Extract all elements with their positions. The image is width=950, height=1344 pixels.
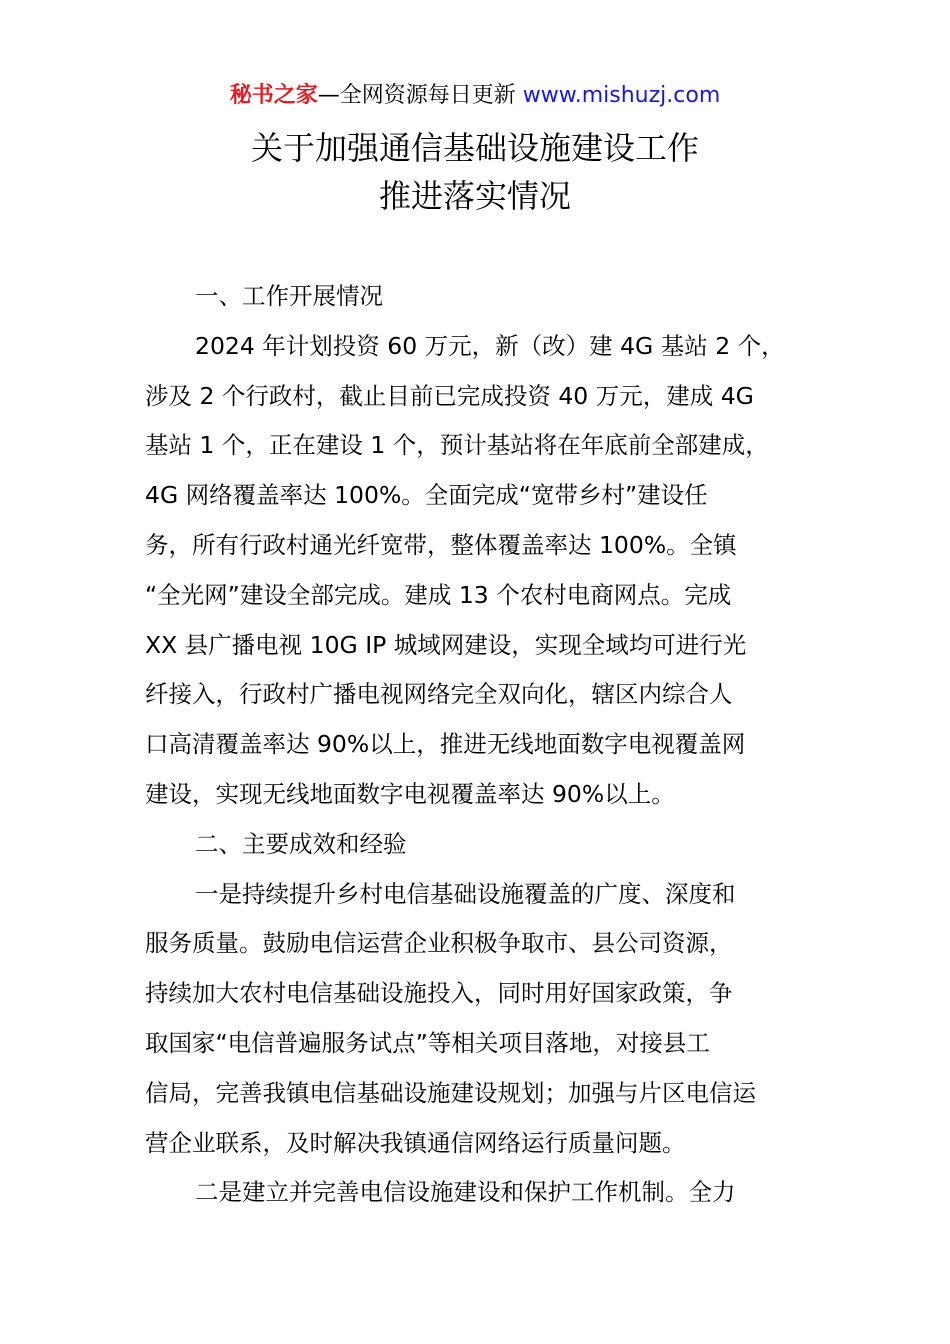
paragraph-line: 持续加大农村电信基础设施投入，同时用好国家政策，争	[145, 979, 733, 1008]
paragraph-line: 口高清覆盖率达 90%以上，推进无线地面数字电视覆盖网	[145, 730, 746, 759]
paragraph-line: 涉及 2 个行政村，截止目前已完成投资 40 万元，建成 4G	[145, 381, 754, 410]
paragraph-line: 纤接入，行政村广播电视网络完全双向化，辖区内综合人	[145, 680, 733, 709]
paragraph-line: 二是建立并完善电信设施建设和保护工作机制。全力	[195, 1178, 736, 1207]
section-heading: 二、主要成效和经验	[195, 829, 407, 858]
paragraph-line: 取国家“电信普遍服务试点”等相关项目落地，对接县工	[145, 1028, 710, 1057]
banner-tagline: —全网资源每日更新	[317, 83, 516, 108]
brand-name: 秘书之家	[229, 83, 318, 108]
document-body	[145, 272, 825, 1218]
document-title-line-1: 关于加强通信基础设施建设工作	[250, 129, 699, 167]
paragraph-line: 信局，完善我镇电信基础设施建设规划；加强与片区电信运	[145, 1078, 756, 1107]
paragraph-line: XX 县广播电视 10G IP 城域网建设，实现全域均可进行光	[145, 630, 747, 659]
paragraph-line: 服务质量。鼓励电信运营企业积极争取市、县公司资源，	[145, 929, 733, 958]
paragraph-line: 一是持续提升乡村电信基础设施覆盖的广度、深度和	[195, 879, 736, 908]
site-banner	[0, 80, 950, 112]
paragraph-line: 2024 年计划投资 60 万元，新（改）建 4G 基站 2 个，	[195, 331, 785, 360]
document-title-line-2: 推进落实情况	[378, 177, 571, 215]
paragraph-line: 务，所有行政村通光纤宽带，整体覆盖率达 100%。全镇	[145, 530, 737, 559]
paragraph-line: 4G 网络覆盖率达 100%。全面完成“宽带乡村”建设任	[145, 481, 708, 510]
paragraph-line: 建设，实现无线地面数字电视覆盖率达 90%以上。	[145, 779, 675, 808]
site-url-link[interactable]: www.mishuzj.com	[522, 83, 721, 108]
section-heading: 一、工作开展情况	[195, 282, 383, 310]
paragraph-line: 营企业联系，及时解决我镇通信网络运行质量问题。	[145, 1128, 686, 1157]
paragraph-line: 基站 1 个，正在建设 1 个，预计基站将在年底前全部建成，	[145, 431, 769, 460]
paragraph-line: “全光网”建设全部完成。建成 13 个农村电商网点。完成	[145, 580, 732, 609]
